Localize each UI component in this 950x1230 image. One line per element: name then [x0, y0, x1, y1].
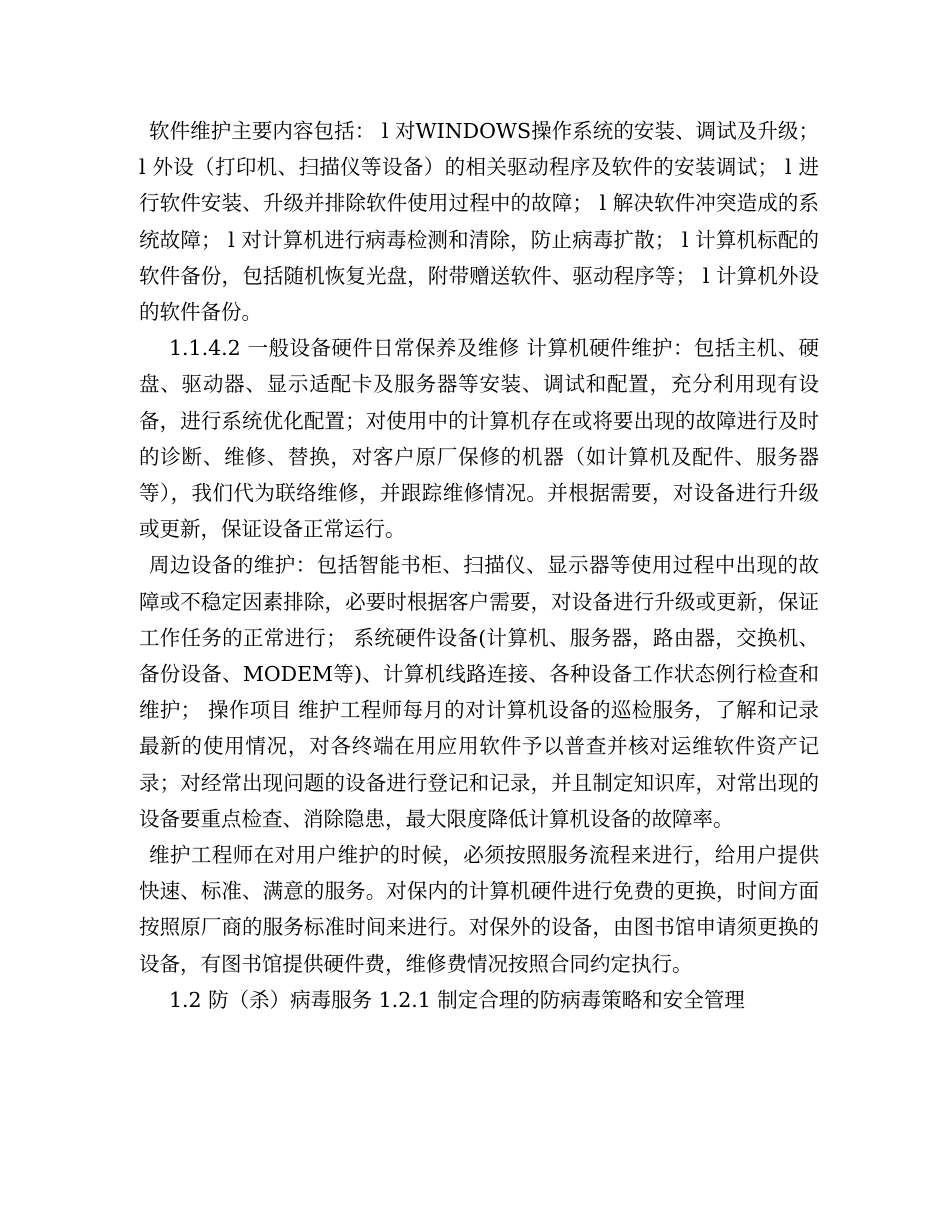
paragraph-software-maintenance: 软件维护主要内容包括： l 对WINDOWS操作系统的安装、调试及升级； l 外设（打印机、扫描仪等设备）的相关驱动程序及软件的安装调试； l 进行软件安装、升级并排除软件使用过程中的故障； l 解决软件冲突造成的系统故障； l 对计算机进行病毒检测和清除，防止病毒扩散； l 计算机标配的软件备份，包括随机恢复光盘，附带赠送软件、驱动程序等； l 计算机外设的软件备份。 — [139, 119, 819, 325]
paragraph-hardware-maintenance: 1.1.4.2 一般设备硬件日常保养及维修 计算机硬件维护：包括主机、硬盘、驱动器、显示适配卡及服务器等安装、调试和配置，充分利用现有设备，进行系统优化配置；对使用中的计算机存在或将要出现的故障进行及时的诊断、维修、替换，对客户原厂保修的机器（如计算机及配件、服务器等），我们代为联络维修，并跟踪维修情况。并根据需要，对设备进行升级或更新，保证设备正常运行。 — [139, 336, 819, 542]
paragraph-peripheral-maintenance: 周边设备的维护：包括智能书柜、扫描仪、显示器等使用过程中出现的故障或不稳定因素排除，必要时根据客户需要，对设备进行升级或更新，保证工作任务的正常进行； 系统硬件设备(计算机、服务器，路由器，交换机、备份设备、MODEM等)、计算机线路连接、各种设备工作状态例行检查和维护； 操作项目 维护工程师每月的对计算机设备的巡检服务，了解和记录最新的使用情况，对各终端在用应用软件予以普查并核对运维软件资产记录；对经常出现问题的设备进行登记和记录，并且制定知识库，对常出现的设备要重点检查、消除隐患，最大限度降低计算机设备的故障率。 — [139, 553, 819, 831]
paragraph-engineer-service: 维护工程师在对用户维护的时候，必须按照服务流程来进行，给用户提供快速、标准、满意的服务。对保内的计算机硬件进行免费的更换，时间方面按照原厂商的服务标准时间来进行。对保外的设备，由图书馆申请须更换的设备，有图书馆提供硬件费，维修费情况按照合同约定执行。 — [139, 843, 819, 976]
paragraph-antivirus-service: 1.2 防（杀）病毒服务 1.2.1 制定合理的防病毒策略和安全管理 — [169, 987, 745, 1012]
document-body — [139, 113, 819, 1018]
